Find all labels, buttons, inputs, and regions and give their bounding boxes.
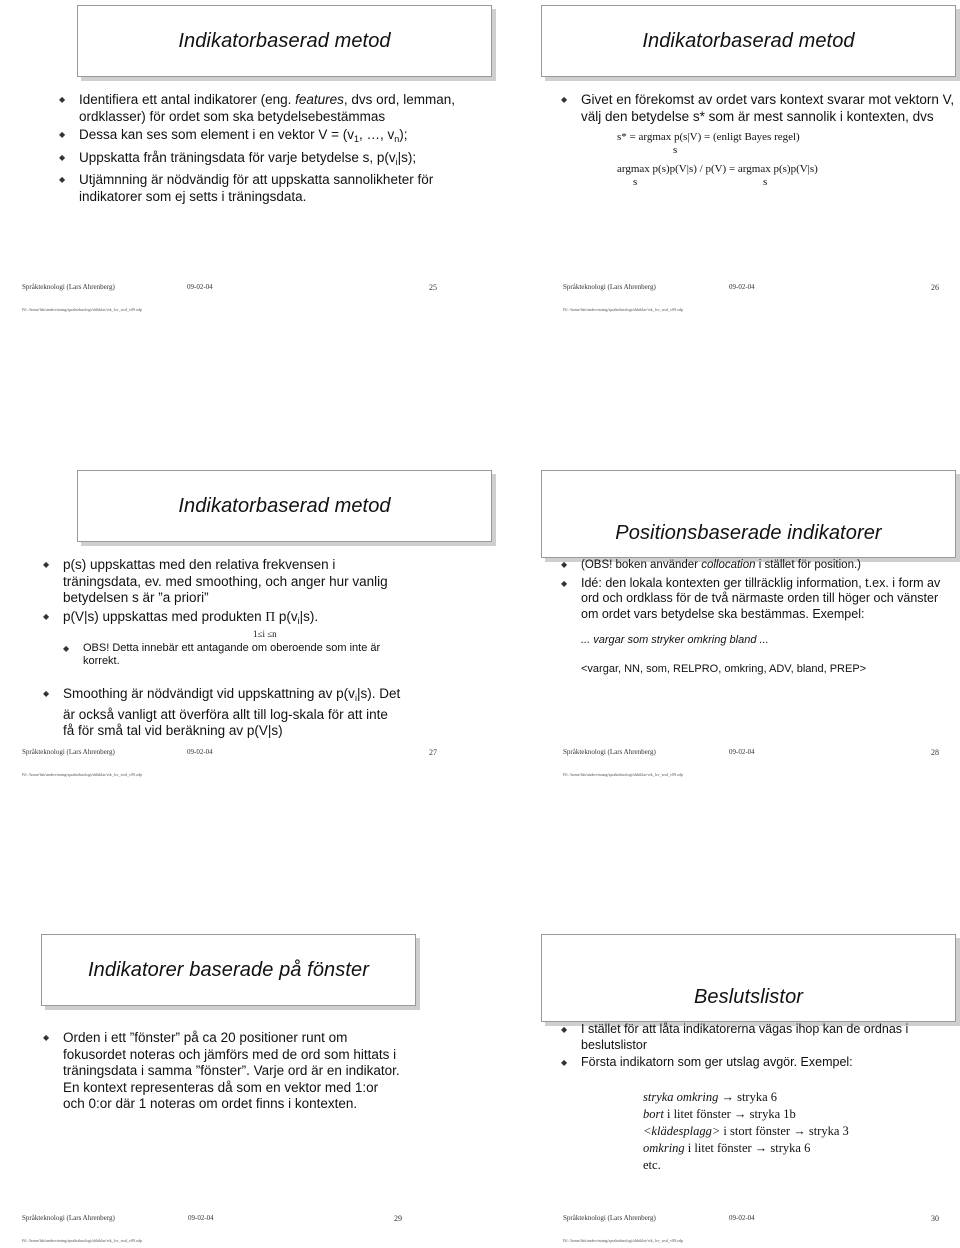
file-path: Fil: /home/lah/undervisning/sprakteknologi/sbhiklar/vtk_lcv_wsd_v09.odp — [563, 772, 683, 777]
slide-title-box — [541, 470, 956, 558]
bullet: ◆ Smoothing är nödvändigt vid uppskattning av $p(v_i|s)$. Det är också vanligt att överföra allt till log-skala för att inte få för små tal vid beräkning av p(V|s) — [63, 686, 401, 740]
arrow-icon: → — [718, 1089, 738, 1104]
slide-content — [57, 92, 477, 207]
slide-content — [559, 557, 949, 677]
slide-content — [559, 1022, 949, 1174]
footer-date: 09-02-04 — [187, 283, 213, 291]
rule-result: stryka 1b — [749, 1106, 796, 1121]
decision-rule — [643, 1106, 949, 1123]
bullet: ◆ Orden i ett ”fönster” på ca 20 positioner runt om fokusordet noteras och jämförs med de ord som hittats i träningsdata i samma ”fönster”. Varje ord är en indikator. En kontext representeras då som en vektor med 1:or och 0:or där 1 noteras om ordet finns i kontexten. — [63, 1030, 401, 1113]
decision-rule — [643, 1123, 949, 1140]
rule-condition: bort — [643, 1106, 664, 1121]
footer-label: Språkteknologi (Lars Ahrenberg) — [22, 283, 115, 291]
slide-content — [41, 557, 401, 742]
arrow-icon: → — [730, 1106, 750, 1121]
example-sentence: ... vargar som stryker omkring bland ... — [581, 634, 769, 646]
slide-title-box — [77, 5, 492, 77]
file-path: Fil: /home/lah/undervisning/sprakteknologi/sbhiklar/vtk_lcv_wsd_v09.odp — [22, 1238, 142, 1243]
bullet: ◆ Uppskatta från träningsdata för varje betydelse s, $p(v_i|s)$; — [79, 150, 477, 171]
slide-title: Indikatorbaserad metod — [642, 29, 855, 52]
bullet: ◆ p(s) uppskattas med den relativa frekvensen i träningsdata, ev. med smoothing, och anger hur vanlig betydelsen s är ”a priori” — [63, 557, 401, 607]
slide-title: Beslutslistor — [693, 986, 804, 1008]
bullet: ◆ Första indikatorn som ger utslag avgör. Exempel: — [581, 1055, 949, 1071]
slide-content — [559, 92, 959, 189]
slide-title: Indikatorbaserad metod — [178, 494, 391, 517]
file-path: Fil: /home/lah/undervisning/sprakteknologi/sbhiklar/vtk_lcv_wsd_v09.odp — [22, 307, 142, 312]
arrow-icon: → — [751, 1140, 771, 1155]
slide-title: Positionsbaserade indikatorer — [615, 522, 882, 544]
footer-label: Språkteknologi (Lars Ahrenberg) — [563, 1214, 656, 1222]
etc-text: etc. — [643, 1157, 661, 1172]
footer-date: 09-02-04 — [188, 1214, 214, 1222]
page-number: 28 — [931, 748, 939, 757]
page-number: 27 — [429, 748, 437, 757]
rule-condition: stryka omkring — [643, 1089, 719, 1104]
slide-title-box — [541, 934, 956, 1022]
decision-rule — [643, 1089, 949, 1106]
formula-2: argmax p(s)p(V|s) / p(V) = argmax p(s)p(V|s) s s — [617, 163, 818, 188]
rule-window: i stort fönster — [720, 1123, 791, 1138]
footer-label: Språkteknologi (Lars Ahrenberg) — [563, 748, 656, 756]
bullet: ◆ Utjämnning är nödvändig för att uppskatta sannolikheter för indikatorer som ej setts i träningsdata. — [79, 172, 477, 205]
rule-result: stryka 6 — [770, 1140, 811, 1155]
file-path: Fil: /home/lah/undervisning/sprakteknologi/sbhiklar/vtk_lcv_wsd_v09.odp — [22, 772, 142, 777]
rule-condition: omkring — [643, 1140, 685, 1155]
bullet: ◆ Idé: den lokala kontexten ger tillräcklig information, t.ex. i form av ord och ordklass för de två närmaste orden till höger och vänster om ordet vars betydelse ska bestämmas. Exempel: — [581, 576, 949, 623]
footer-label: Språkteknologi (Lars Ahrenberg) — [22, 748, 115, 756]
slide-content — [41, 1030, 401, 1115]
bullet: ◆ Dessa kan ses som element i en vektor $V = (v_1$, …, $v_n$); — [79, 127, 477, 148]
slide-title-box — [41, 934, 416, 1006]
bullet: ◆ Givet en förekomst av ordet vars kontext svarar mot vektorn V, välj den betydelse s* som är mest sannolik i kontexten, dvs — [581, 92, 959, 125]
footer-label: Språkteknologi (Lars Ahrenberg) — [563, 283, 656, 291]
slide-title: Indikatorer baserade på fönster — [87, 958, 370, 981]
slide-title-box — [541, 5, 956, 77]
footer-date: 09-02-04 — [729, 1214, 755, 1222]
sub-bullet: ◆ OBS! Detta innebär ett antagande om oberoende som inte är korrekt. — [83, 642, 401, 668]
rule-window: i litet fönster — [684, 1140, 752, 1155]
decision-rule — [643, 1140, 949, 1157]
example-vector: <vargar, NN, som, RELPRO, omkring, ADV, bland, PREP> — [581, 662, 867, 675]
footer-date: 09-02-04 — [729, 283, 755, 291]
slide-title: Indikatorbaserad metod — [178, 29, 391, 52]
file-path: Fil: /home/lah/undervisning/sprakteknologi/sbhiklar/vtk_lcv_wsd_v09.odp — [563, 1238, 683, 1243]
rule-result: stryka 6 — [737, 1089, 778, 1104]
slide-title-box — [77, 470, 492, 542]
bullet: ◆ I stället för att låta indikatorerna vägas ihop kan de ordnas i beslutslistor — [581, 1022, 949, 1053]
bullet: ◆ p(V|s) uppskattas med produkten Π $p(v_i|s)$. 1≤i ≤n — [63, 609, 401, 641]
rule-condition: <klädesplagg> — [643, 1123, 721, 1138]
rule-result: stryka 3 — [808, 1123, 849, 1138]
arrow-icon: → — [790, 1123, 809, 1138]
page-number: 30 — [931, 1214, 939, 1223]
file-path: Fil: /home/lah/undervisning/sprakteknologi/sbhiklar/vtk_lcv_wsd_v09.odp — [563, 307, 683, 312]
page-number: 26 — [931, 283, 939, 292]
page-number: 25 — [429, 283, 437, 292]
bullet: ◆ (OBS! boken använder collocation i stället för position.) — [581, 557, 949, 574]
bullet: ◆ Identifiera ett antal indikatorer (eng. features, dvs ord, lemman, ordklasser) för ordet som ska betydelsebestämmas — [79, 92, 477, 125]
page-number: 29 — [394, 1214, 402, 1223]
formula-1: s* = argmax p(s|V) = (enligt Bayes regel) s — [617, 131, 800, 156]
footer-date: 09-02-04 — [187, 748, 213, 756]
rule-window: i litet fönster — [663, 1106, 731, 1121]
footer-label: Språkteknologi (Lars Ahrenberg) — [22, 1214, 115, 1222]
decision-list — [643, 1089, 949, 1157]
footer-date: 09-02-04 — [729, 748, 755, 756]
